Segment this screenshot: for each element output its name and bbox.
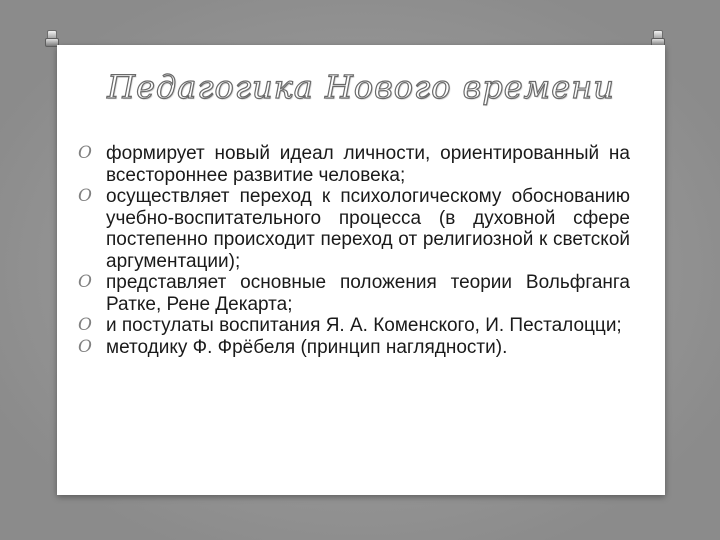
bullet-item bbox=[78, 272, 630, 315]
bullet-item bbox=[78, 337, 630, 359]
bullet-text: методику Ф. Фрёбеля (принцип наглядности). bbox=[106, 336, 508, 358]
bullet-marker-icon: O bbox=[78, 315, 92, 335]
bullet-list bbox=[78, 143, 630, 358]
bullet-marker-icon: O bbox=[78, 143, 92, 163]
bullet-item bbox=[78, 186, 630, 272]
bullet-text: осуществляет переход к психологическому обоснованию учебно-воспитательного процесса (в духовной сфере постепенно происходит переход от религиозной к светской аргументации); bbox=[106, 186, 630, 272]
bullet-marker-icon: O bbox=[78, 336, 92, 357]
bullet-text: представляет основные положения теории Вольфганга Ратке, Рене Декарта; bbox=[106, 272, 630, 315]
bullet-text: и постулаты воспитания Я. А. Коменского, И. Песталоцци; bbox=[106, 315, 622, 336]
bullet-item bbox=[78, 315, 630, 337]
bullet-text: формирует новый идеал личности, ориентированный на всестороннее развитие человека; bbox=[106, 143, 630, 186]
bullet-marker-icon: O bbox=[78, 272, 92, 292]
pushpin-right-icon bbox=[650, 30, 666, 46]
bullet-marker-icon: O bbox=[78, 186, 92, 206]
bullet-item bbox=[78, 143, 630, 186]
pushpin-left-icon bbox=[44, 30, 60, 46]
slide-title: Педагогика Нового времени bbox=[107, 68, 615, 106]
